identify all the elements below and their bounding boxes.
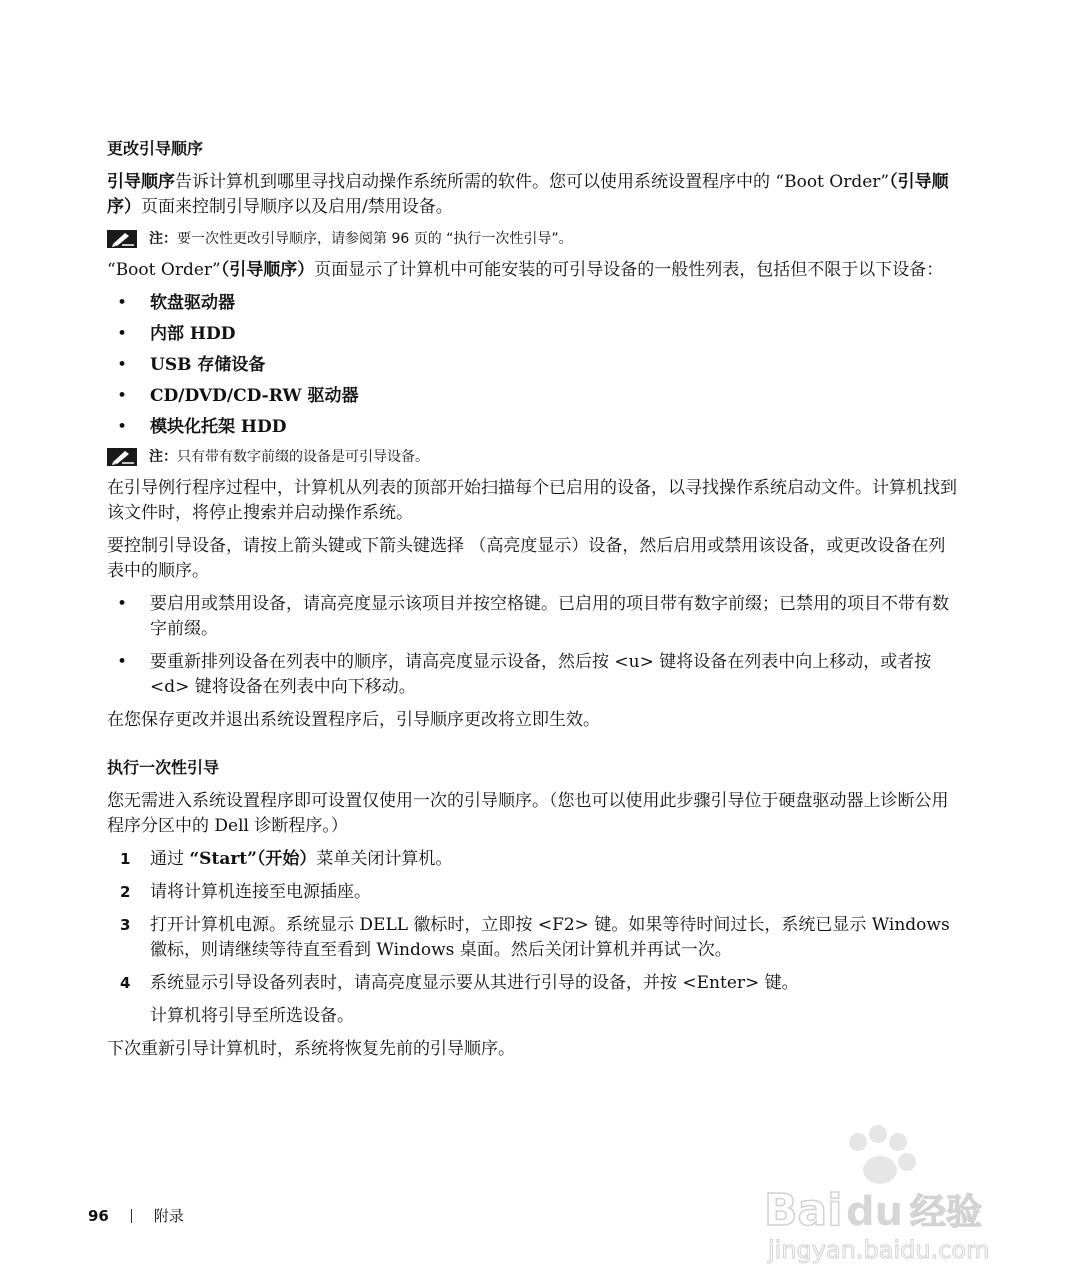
bootable-device-list: [107, 291, 957, 440]
step-text-pre: 通过: [150, 849, 190, 869]
list-item: • USB 存储设备: [107, 353, 957, 378]
svg-text:Bai: Bai: [764, 1185, 843, 1236]
page-footer: [88, 1205, 184, 1226]
paragraph-effect: 在您保存更改并退出系统设置程序后，引导顺序更改将立即生效。: [107, 710, 600, 730]
svg-text:du: du: [846, 1189, 904, 1235]
step-number: 4: [120, 974, 131, 992]
intro-text-1: 告诉计算机到哪里寻找启动操作系统所需的软件。您可以使用系统设置程序中的 “Boot Order”: [175, 172, 890, 192]
note-text: 只有带有数字前缀的设备是可引导设备。: [177, 449, 429, 465]
paragraph-scan: 在引导例行程序过程中，计算机从列表的顶部开始扫描每个已启用的设备，以寻找操作系统启动文件。计算机找到该文件时，将停止搜索并启动操作系统。: [107, 478, 957, 523]
step-item: [107, 880, 957, 905]
list-item: • 要启用或禁用设备，请高亮度显示该项目并按空格键。已启用的项目带有数字前缀；已禁用的项目不带有数字前缀。: [107, 592, 957, 642]
footer-section: 附录: [153, 1207, 184, 1225]
step-result: 计算机将引导至所选设备。: [150, 1006, 354, 1026]
note-pencil-icon: [107, 448, 137, 466]
intro-text-2: 页面来控制引导顺序以及启用/禁用设备。: [141, 197, 453, 217]
note-pencil-icon: [107, 230, 137, 248]
step-number: 1: [120, 850, 131, 868]
svg-text:jingyan.baidu.com: jingyan.baidu.com: [768, 1236, 990, 1264]
list-item: • CD/DVD/CD-RW 驱动器: [107, 384, 957, 409]
note-numeric-prefix: [107, 446, 957, 468]
page-number: 96: [88, 1207, 109, 1225]
control-tips-list: [107, 592, 957, 700]
section-title-one-time-boot: 执行一次性引导: [107, 758, 220, 777]
device-list-intro: [107, 258, 957, 283]
one-time-boot-steps: [107, 847, 957, 1029]
paragraph-outro: 下次重新引导计算机时，系统将恢复先前的引导顺序。: [107, 1039, 515, 1059]
section-title-change-boot-order: 更改引导顺序: [107, 139, 204, 158]
step-text-post: 菜单关闭计算机。: [316, 849, 453, 869]
boot-order-intro: [107, 170, 957, 220]
step-text: 系统显示引导设备列表时，请高亮度显示要从其进行引导的设备，并按 <Enter> 键。: [150, 973, 799, 993]
list-item: • 模块化托架 HDD: [107, 415, 957, 440]
boot-order-term: 引导顺序: [107, 172, 175, 192]
step-item: [107, 847, 957, 872]
note-label: 注：: [149, 449, 177, 465]
note-text: 要一次性更改引导顺序，请参阅第 96 页的 “执行一次性引导”。: [177, 231, 573, 247]
document-page: [107, 138, 957, 1070]
step-item: [107, 971, 957, 1029]
list-item: • 要重新排列设备在列表中的顺序，请高亮度显示设备，然后按 <u> 键将设备在列表中向上移动，或者按 <d> 键将设备在列表中向下移动。: [107, 650, 957, 700]
device-list-intro-bold: （引导顺序）: [220, 260, 315, 280]
svg-text:经验: 经验: [910, 1192, 983, 1233]
paragraph-control: 要控制引导设备，请按上箭头键或下箭头键选择 （高亮度显示）设备，然后启用或禁用该设备，或更改设备在列表中的顺序。: [107, 536, 946, 581]
step-number: 3: [120, 916, 131, 934]
list-item: • 内部 HDD: [107, 322, 957, 347]
one-time-boot-intro: 您无需进入系统设置程序即可设置仅使用一次的引导顺序。（您也可以使用此步骤引导位于硬盘驱动器上诊断公用程序分区中的 Dell 诊断程序。）: [107, 791, 949, 836]
start-menu-term: “Start”（开始）: [189, 849, 317, 869]
note-label: 注：: [149, 231, 177, 247]
note-one-time-boot: [107, 228, 957, 250]
list-item: • 软盘驱动器: [107, 291, 957, 316]
step-text: 请将计算机连接至电源插座。: [150, 882, 371, 902]
step-item: [107, 913, 957, 963]
baidu-jingyan-watermark: [760, 1120, 1005, 1270]
footer-divider: [131, 1209, 132, 1223]
device-list-intro-post: 页面显示了计算机中可能安装的可引导设备的一般性列表，包括但不限于以下设备：: [314, 260, 944, 280]
device-list-intro-pre: “Boot Order”: [107, 260, 221, 280]
step-number: 2: [120, 883, 131, 901]
step-text: 打开计算机电源。系统显示 DELL 徽标时，立即按 <F2> 键。如果等待时间过长，系统已显示 Windows 徽标，则请继续等待直至看到 Windows 桌面。然后关闭计算机并再试一次。: [150, 915, 950, 960]
boot-order-term-2: （引导顺序）: [107, 172, 949, 217]
